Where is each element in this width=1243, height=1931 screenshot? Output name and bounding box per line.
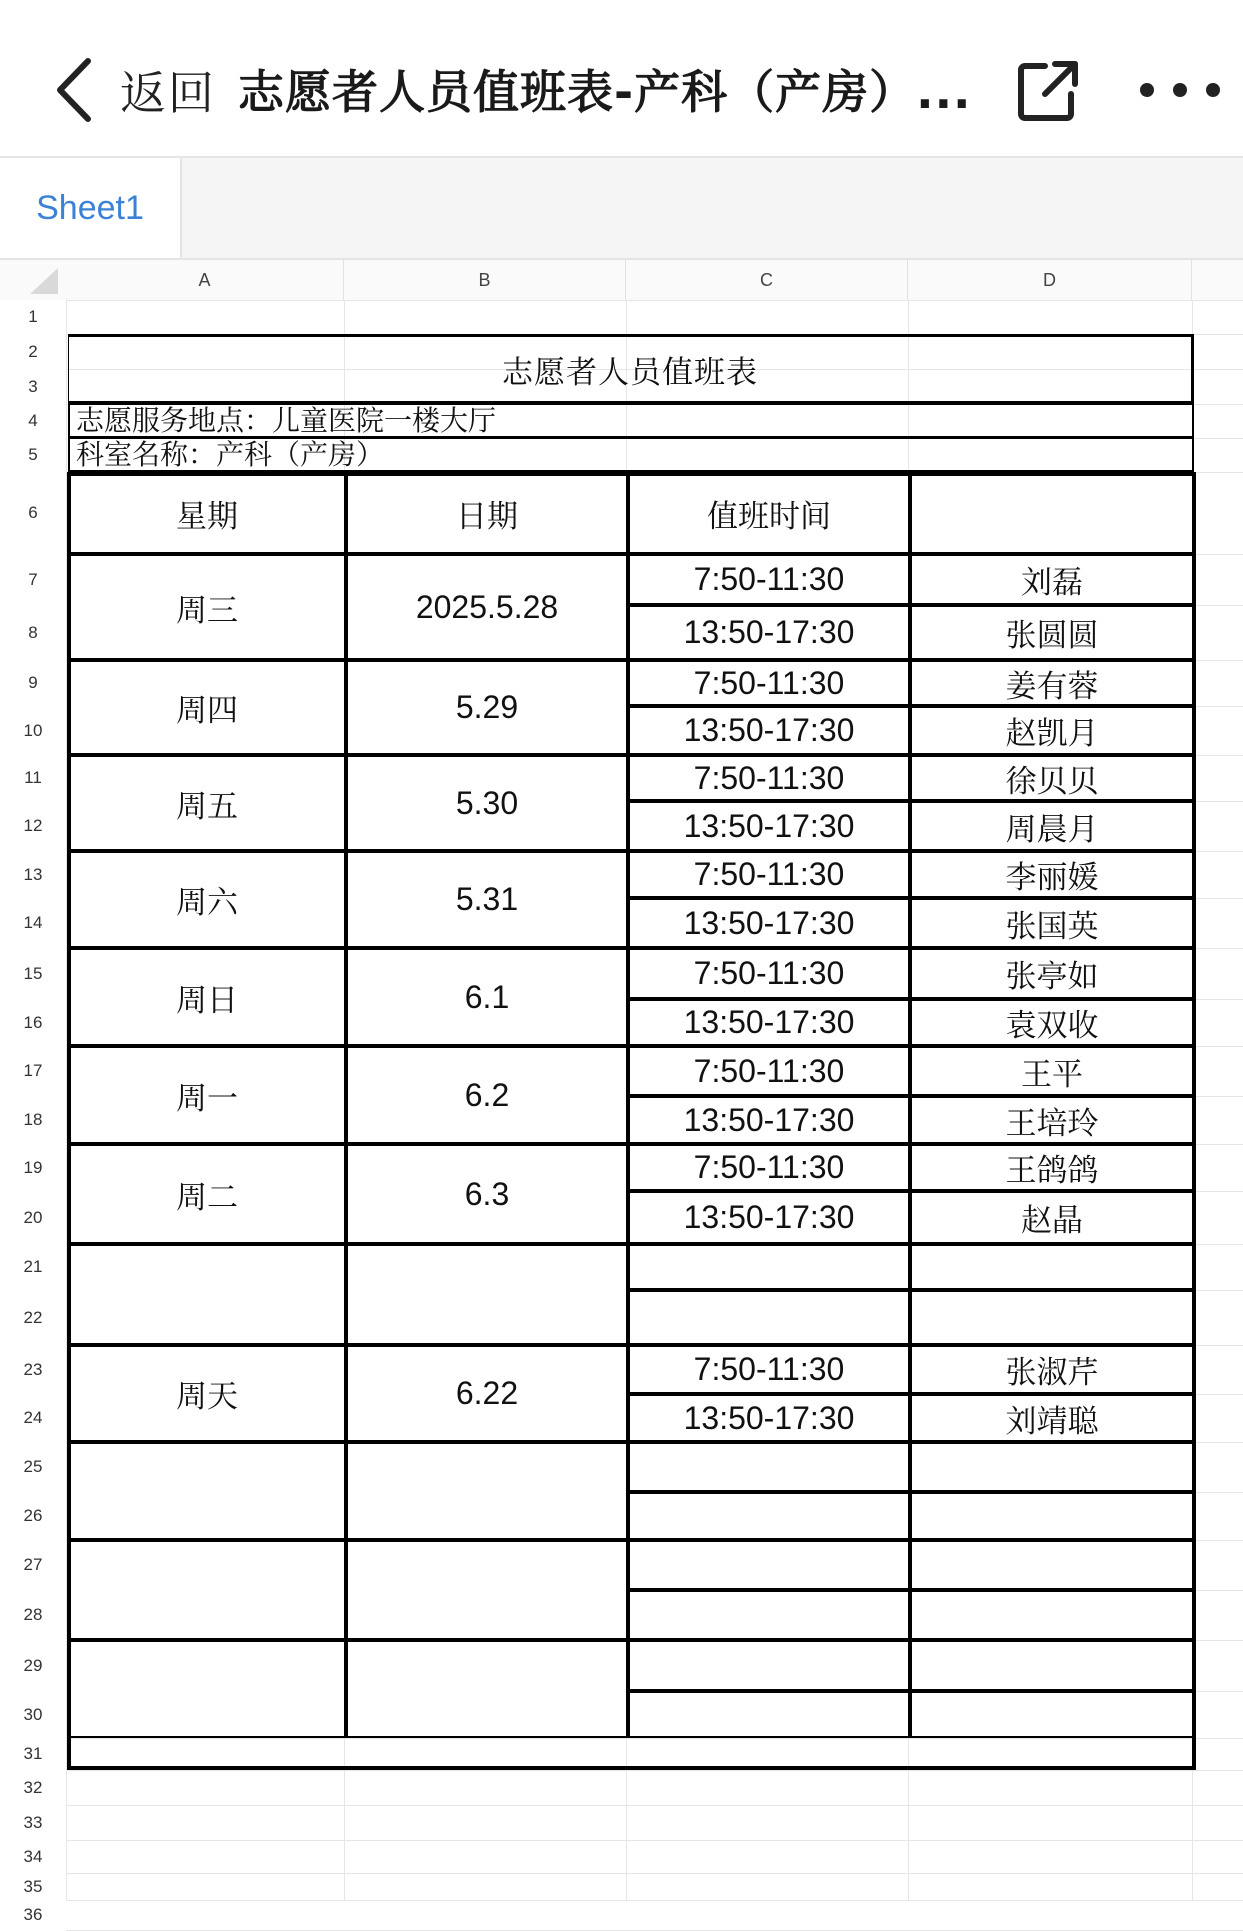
row-header-21[interactable]: 21 bbox=[23, 1257, 43, 1276]
volunteer-name-cell[interactable]: 张圆圆 bbox=[910, 605, 1194, 660]
shift-time-cell[interactable]: 13:50-17:30 bbox=[628, 999, 910, 1046]
date-cell[interactable] bbox=[346, 1442, 628, 1540]
weekday-cell[interactable] bbox=[68, 1540, 346, 1640]
row-header-33[interactable]: 33 bbox=[23, 1812, 43, 1832]
volunteer-name-cell[interactable]: 刘靖聪 bbox=[910, 1394, 1194, 1442]
weekday-cell[interactable]: 周日 bbox=[68, 948, 346, 1046]
header-shift-time[interactable]: 值班时间 bbox=[628, 472, 910, 554]
row-header-18[interactable]: 18 bbox=[23, 1110, 43, 1129]
row-header-13[interactable]: 13 bbox=[23, 864, 43, 884]
weekday-cell[interactable]: 周五 bbox=[68, 755, 346, 851]
shift-time-cell[interactable] bbox=[628, 1492, 910, 1540]
weekday-cell[interactable]: 周一 bbox=[68, 1046, 346, 1144]
shift-time-cell[interactable]: 13:50-17:30 bbox=[628, 1394, 910, 1442]
date-cell[interactable]: 5.29 bbox=[346, 660, 628, 755]
volunteer-name-cell[interactable] bbox=[910, 1691, 1194, 1738]
volunteer-name-cell[interactable]: 王培玲 bbox=[910, 1096, 1194, 1144]
volunteer-name-cell[interactable]: 徐贝贝 bbox=[910, 755, 1194, 801]
row-header-20[interactable]: 20 bbox=[23, 1207, 43, 1227]
volunteer-name-cell[interactable]: 刘磊 bbox=[910, 554, 1194, 605]
gridline-horizontal bbox=[66, 1840, 1243, 1841]
gridline-horizontal bbox=[66, 1873, 1243, 1874]
row-header-14[interactable]: 14 bbox=[23, 913, 43, 932]
row-header-36[interactable]: 36 bbox=[23, 1905, 43, 1924]
weekday-cell[interactable] bbox=[68, 1244, 346, 1345]
top-nav-bar bbox=[0, 0, 1243, 158]
gridline-horizontal bbox=[66, 1770, 1243, 1771]
row-header-31[interactable]: 31 bbox=[23, 1744, 43, 1763]
more-horizontal-icon bbox=[1135, 70, 1225, 110]
date-cell[interactable] bbox=[346, 1640, 628, 1738]
weekday-cell[interactable]: 周六 bbox=[68, 851, 346, 948]
shift-time-cell[interactable] bbox=[628, 1540, 910, 1590]
row-header-11[interactable]: 11 bbox=[24, 768, 42, 787]
volunteer-name-cell[interactable]: 袁双收 bbox=[910, 999, 1194, 1046]
row-header-24[interactable]: 24 bbox=[23, 1408, 43, 1427]
shift-time-cell[interactable] bbox=[628, 1691, 910, 1738]
column-header-a[interactable]: A bbox=[66, 260, 344, 300]
row-header-17[interactable]: 17 bbox=[23, 1061, 43, 1080]
volunteer-name-cell[interactable] bbox=[910, 1290, 1194, 1345]
date-cell[interactable] bbox=[346, 1244, 628, 1345]
date-cell[interactable]: 6.1 bbox=[346, 948, 628, 1046]
shift-time-cell[interactable]: 7:50-11:30 bbox=[628, 1046, 910, 1096]
shift-time-cell[interactable] bbox=[628, 1244, 910, 1290]
column-header-d[interactable]: D bbox=[908, 260, 1192, 300]
volunteer-name-cell[interactable] bbox=[910, 1492, 1194, 1540]
gridline-horizontal bbox=[66, 1805, 1243, 1806]
weekday-cell[interactable] bbox=[68, 1442, 346, 1540]
column-header-b[interactable]: B bbox=[344, 260, 626, 300]
shift-time-cell[interactable]: 7:50-11:30 bbox=[628, 1144, 910, 1191]
volunteer-name-cell[interactable] bbox=[910, 1590, 1194, 1640]
row-header-23[interactable]: 23 bbox=[23, 1359, 43, 1379]
shift-time-cell[interactable]: 13:50-17:30 bbox=[628, 605, 910, 660]
row-header-26[interactable]: 26 bbox=[23, 1506, 43, 1525]
row-header-3[interactable]: 3 bbox=[28, 376, 38, 396]
weekday-cell[interactable]: 周三 bbox=[68, 554, 346, 660]
volunteer-name-cell[interactable] bbox=[910, 1640, 1194, 1691]
volunteer-name-cell[interactable]: 张淑芹 bbox=[910, 1345, 1194, 1394]
column-header-row bbox=[66, 260, 1243, 301]
date-cell[interactable]: 2025.5.28 bbox=[346, 554, 628, 660]
weekday-cell[interactable] bbox=[68, 1640, 346, 1738]
shift-time-cell[interactable] bbox=[628, 1590, 910, 1640]
back-button[interactable] bbox=[50, 55, 216, 125]
row-header-15[interactable]: 15 bbox=[23, 963, 43, 983]
weekday-cell[interactable]: 周二 bbox=[68, 1144, 346, 1244]
weekday-cell[interactable]: 周四 bbox=[68, 660, 346, 755]
corner-triangle-icon bbox=[30, 268, 58, 294]
shift-time-cell[interactable]: 7:50-11:30 bbox=[628, 755, 910, 801]
shift-time-cell[interactable]: 13:50-17:30 bbox=[628, 706, 910, 755]
row-header-4[interactable]: 4 bbox=[28, 411, 38, 430]
row-header-35[interactable]: 35 bbox=[23, 1876, 43, 1896]
select-all-corner[interactable] bbox=[0, 260, 66, 300]
volunteer-name-cell[interactable]: 王平 bbox=[910, 1046, 1194, 1096]
row-header-30[interactable]: 30 bbox=[23, 1704, 43, 1724]
tab-sheet1[interactable]: Sheet1 bbox=[0, 158, 182, 258]
share-button[interactable] bbox=[1015, 58, 1081, 124]
date-cell[interactable] bbox=[346, 1540, 628, 1640]
shift-time-cell[interactable] bbox=[628, 1640, 910, 1691]
volunteer-name-cell[interactable]: 张国英 bbox=[910, 898, 1194, 948]
volunteer-name-cell[interactable] bbox=[910, 1442, 1194, 1492]
row-header-5[interactable]: 5 bbox=[28, 445, 38, 464]
shift-time-cell[interactable]: 13:50-17:30 bbox=[628, 1096, 910, 1144]
volunteer-name-cell[interactable]: 周晨月 bbox=[910, 801, 1194, 851]
row-header-32[interactable]: 32 bbox=[23, 1777, 43, 1797]
volunteer-name-cell[interactable]: 赵晶 bbox=[910, 1191, 1194, 1244]
row-header-7[interactable]: 7 bbox=[28, 569, 38, 589]
row-header-29[interactable]: 29 bbox=[23, 1655, 43, 1675]
weekday-cell[interactable]: 周天 bbox=[68, 1345, 346, 1442]
volunteer-name-cell[interactable]: 张亭如 bbox=[910, 948, 1194, 999]
shift-time-cell[interactable]: 13:50-17:30 bbox=[628, 898, 910, 948]
gridline-horizontal bbox=[66, 1738, 1243, 1739]
column-header-c[interactable]: C bbox=[626, 260, 908, 300]
row-header-6[interactable]: 6 bbox=[28, 503, 38, 522]
back-label: 返回 bbox=[120, 66, 216, 120]
volunteer-name-cell[interactable]: 王鸽鸽 bbox=[910, 1144, 1194, 1191]
document-title: 志愿者人员值班表-产科（产房）... bbox=[238, 65, 972, 119]
gridline-horizontal bbox=[66, 1900, 1243, 1901]
row-header-19[interactable]: 19 bbox=[23, 1157, 43, 1177]
shift-time-cell[interactable]: 7:50-11:30 bbox=[628, 851, 910, 898]
date-cell[interactable]: 6.2 bbox=[346, 1046, 628, 1144]
date-cell[interactable]: 6.3 bbox=[346, 1144, 628, 1244]
row-header-34[interactable]: 34 bbox=[23, 1846, 43, 1866]
shift-time-cell[interactable]: 13:50-17:30 bbox=[628, 801, 910, 851]
date-cell[interactable]: 5.30 bbox=[346, 755, 628, 851]
shift-time-cell[interactable]: 13:50-17:30 bbox=[628, 1191, 910, 1244]
chevron-left-icon bbox=[50, 55, 98, 125]
department-cell[interactable]: 科室名称：产科（产房） bbox=[68, 438, 1194, 472]
shift-time-cell[interactable]: 7:50-11:30 bbox=[628, 554, 910, 605]
header-weekday[interactable]: 星期 bbox=[68, 472, 346, 554]
volunteer-name-cell[interactable] bbox=[910, 1244, 1194, 1290]
row-header-8[interactable]: 8 bbox=[28, 622, 38, 642]
gridline-vertical bbox=[66, 300, 67, 1900]
row-header-27[interactable]: 27 bbox=[23, 1555, 43, 1574]
row-header-1[interactable]: 1 bbox=[28, 307, 38, 326]
row-header-9[interactable]: 9 bbox=[28, 673, 38, 692]
row-header-12[interactable]: 12 bbox=[23, 816, 43, 835]
volunteer-name-cell[interactable]: 李丽媛 bbox=[910, 851, 1194, 898]
location-cell[interactable]: 志愿服务地点：儿童医院一楼大厅 bbox=[68, 404, 1194, 438]
row-header-28[interactable]: 28 bbox=[23, 1605, 43, 1624]
shift-time-cell[interactable]: 7:50-11:30 bbox=[628, 948, 910, 999]
more-button[interactable] bbox=[1135, 70, 1225, 110]
row-header-22[interactable]: 22 bbox=[23, 1307, 43, 1327]
shift-time-cell[interactable]: 7:50-11:30 bbox=[628, 660, 910, 706]
header-date[interactable]: 日期 bbox=[346, 472, 628, 554]
volunteer-name-cell[interactable]: 姜有蓉 bbox=[910, 660, 1194, 706]
shift-time-cell[interactable] bbox=[628, 1290, 910, 1345]
row-header-16[interactable]: 16 bbox=[23, 1012, 43, 1032]
row-header-10[interactable]: 10 bbox=[23, 720, 43, 740]
sheet-title-cell[interactable]: 志愿者人员值班表 bbox=[68, 334, 1194, 404]
spreadsheet-grid bbox=[0, 260, 1243, 1924]
volunteer-name-cell[interactable] bbox=[910, 1540, 1194, 1590]
row-header-2[interactable]: 2 bbox=[28, 341, 38, 361]
sheet-tab-bar bbox=[0, 158, 1243, 260]
row-header-25[interactable]: 25 bbox=[23, 1457, 43, 1476]
header-volunteer[interactable] bbox=[910, 472, 1194, 554]
date-cell[interactable]: 5.31 bbox=[346, 851, 628, 948]
volunteer-name-cell[interactable]: 赵凯月 bbox=[910, 706, 1194, 755]
share-icon bbox=[1015, 58, 1081, 124]
shift-time-cell[interactable]: 7:50-11:30 bbox=[628, 1345, 910, 1394]
shift-time-cell[interactable] bbox=[628, 1442, 910, 1492]
gridline-horizontal bbox=[66, 300, 1243, 301]
date-cell[interactable]: 6.22 bbox=[346, 1345, 628, 1442]
